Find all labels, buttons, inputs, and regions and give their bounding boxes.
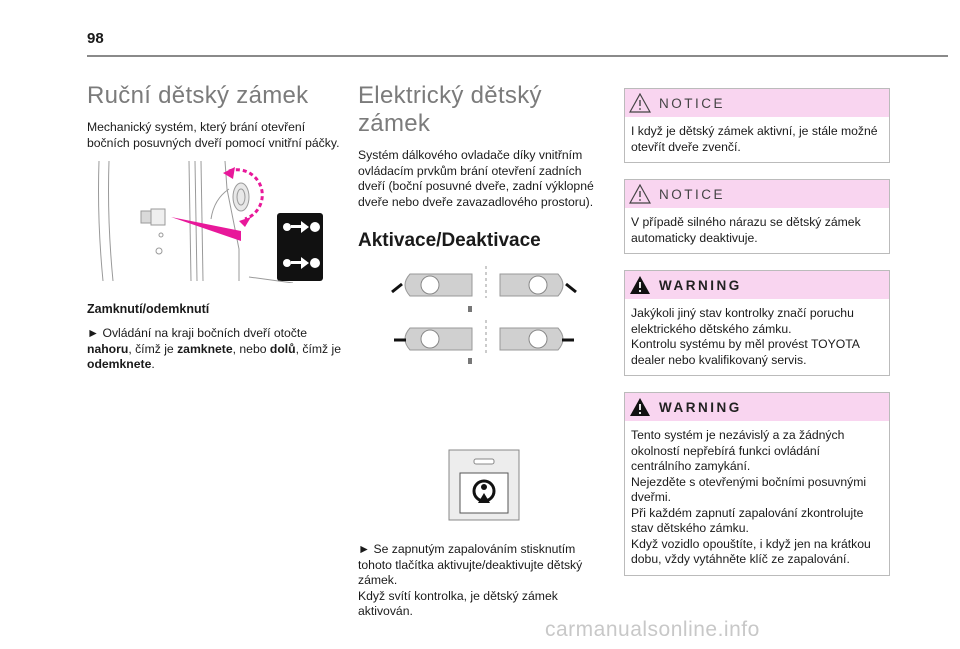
notices-column [624, 88, 890, 592]
warning-box [624, 392, 890, 576]
lock-unlock-subtitle: Zamknutí/odemknutí [87, 302, 210, 316]
warning-header: WARNING [625, 271, 889, 299]
warning-text: Při každém zapnutí zapalování zkontrolujte stav dětského zámku. [631, 505, 864, 535]
door-lock-illustration [89, 159, 323, 283]
activation-subtitle: Aktivace/Deaktivace [358, 230, 541, 251]
caution-icon [629, 184, 651, 204]
notice-text: V případě silného nárazu se dětský zámek automaticky deaktivuje. [631, 215, 861, 245]
vehicle-doors-illustration [380, 266, 590, 436]
notice-box [624, 88, 890, 163]
warning-text: Jakýkoli jiný stav kontrolky značí poruchu elektrického dětského zámku. [631, 306, 854, 336]
warning-text: Nejezděte s otevřenými bočními posuvnými dveřmi. [631, 474, 867, 504]
warning-icon [629, 397, 651, 417]
section-intro: Systém dálkového ovladače díky vnitřním ovládacím prvkům brání otevření zadních dveří (boční posuvné dveře, zadní výklopné dveře nebo dveře zavazadlového prostoru). [358, 148, 594, 209]
caution-icon [629, 93, 651, 113]
section-intro: Mechanický systém, který brání otevření bočních posuvných dveří pomocí vnitřní páčky. [87, 120, 340, 150]
page-number: 98 [87, 30, 104, 47]
indicator-note: Když svítí kontrolka, je dětský zámek aktivován. [358, 588, 558, 618]
warning-box [624, 270, 890, 376]
warning-text: Tento systém je nezávislý a za žádných okolností nepřebírá funkci ovládání centrálního zamykání. [631, 428, 845, 473]
warning-text: Když vozidlo opouštíte, i když jen na krátkou dobu, vždy vytáhněte klíč ze zapalování. [631, 536, 871, 566]
section-title: Elektrický dětský zámek [358, 82, 542, 137]
lock-instruction: ► Ovládání na kraji bočních dveří otočte nahoru, čímž je zamknete, nebo dolů, čímž je odemknete. [87, 326, 342, 371]
header-divider [87, 55, 948, 57]
child-lock-button-icon [448, 449, 520, 521]
electric-child-lock-section [358, 82, 610, 620]
notice-header: NOTICE [625, 89, 889, 117]
notice-box [624, 179, 890, 254]
warning-icon [629, 275, 651, 295]
watermark: carmanualsonline.info [545, 618, 760, 641]
notice-text: I když je dětský zámek aktivní, je stále možné otevřít dveře zvenčí. [631, 124, 878, 154]
warning-text: Kontrolu systému by měl provést TOYOTA dealer nebo kvalifikovaný servis. [631, 337, 860, 367]
manual-child-lock-section [87, 82, 347, 373]
section-title: Ruční dětský zámek [87, 82, 309, 109]
notice-header: NOTICE [625, 180, 889, 208]
warning-header: WARNING [625, 393, 889, 421]
activation-instruction: ► Se zapnutým zapalováním stisknutím tohoto tlačítka aktivujte/deaktivujte dětský zámek. [358, 542, 583, 587]
